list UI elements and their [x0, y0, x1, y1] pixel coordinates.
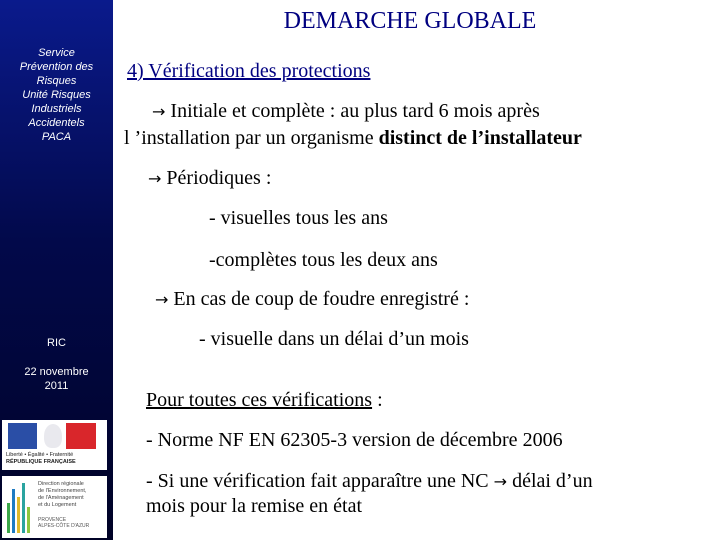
event-date: 22 novembre 2011: [24, 366, 89, 392]
dreal-bars-icon: [7, 481, 35, 533]
periodic-label: → Périodiques :: [148, 167, 272, 189]
nc-line1: - Si une vérification fait apparaître une NC → délai d’un: [146, 470, 593, 492]
dreal-logo: Direction régionale de l'Environnement, de l'Aménagement et du Logement PROVENCE ALPES-CÔTE D'AZUR: [2, 476, 107, 538]
slide-title: DEMARCHE GLOBALE: [283, 8, 537, 34]
norm-line: - Norme NF EN 62305-3 version de décembre 2006: [146, 429, 563, 451]
initial-check-line1: → Initiale et complète : au plus tard 6 mois après: [152, 100, 540, 122]
periodic-item-complete: -complètes tous les deux ans: [209, 249, 438, 271]
arrow-right-icon: →: [155, 290, 169, 309]
lightning-item: - visuelle dans un délai d’un mois: [199, 328, 469, 350]
ric-label: RIC: [47, 337, 66, 349]
arrow-right-icon: →: [152, 102, 166, 121]
nc-line2: mois pour la remise en état: [146, 495, 363, 517]
initial-check-line2: l ’installation par un organisme distinct de l’installateur: [124, 127, 582, 149]
organization-name: Service Prévention des Risques Unité Risques Industriels Accidentels PACA: [19, 47, 94, 143]
marianne-profile-icon: [44, 424, 62, 448]
arrow-right-icon: →: [493, 472, 508, 491]
section-heading: 4) Vérification des protections: [127, 60, 371, 82]
arrow-right-icon: →: [148, 169, 162, 188]
lightning-label: → En cas de coup de foudre enregistré :: [155, 288, 470, 310]
sidebar: [0, 0, 113, 540]
all-checks-heading: Pour toutes ces vérifications :: [146, 389, 383, 411]
periodic-item-visual: - visuelles tous les ans: [209, 207, 388, 229]
republique-francaise-logo: Liberté • Égalité • Fraternité RÉPUBLIQUE FRANÇAISE: [2, 420, 107, 470]
